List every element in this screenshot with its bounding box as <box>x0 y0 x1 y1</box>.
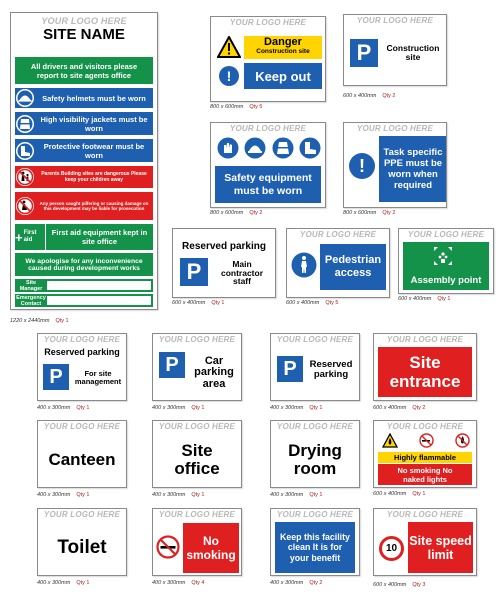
site-office-text: Site office <box>174 441 220 478</box>
reserved-parking-management-sign <box>37 333 127 401</box>
assembly-caption <box>398 296 450 302</box>
reserved-parking-sign <box>270 333 360 401</box>
parking-p-icon: P <box>43 364 69 390</box>
parking-p-icon: P <box>277 356 303 382</box>
construction-caption <box>343 93 395 99</box>
qty-label: Qty 5 <box>325 300 339 306</box>
logo-placeholder: YOUR LOGO HERE <box>356 124 434 133</box>
pedestrian-access-sign <box>286 228 390 298</box>
assembly-point-icon <box>432 245 454 267</box>
qty-label: Qty 2 <box>382 93 396 99</box>
site-office-sign <box>152 420 242 488</box>
no-smoking-icon <box>156 535 180 559</box>
site-entrance-caption <box>373 405 425 411</box>
qty-label: Qty 1 <box>437 296 451 302</box>
reserved-parking-heading: Reserved parking <box>44 347 120 357</box>
drying-room-caption <box>270 492 322 498</box>
emergency-contact-label: Emergency Contact <box>16 294 46 307</box>
qty-label: Qty 1 <box>412 491 426 497</box>
no-smoking-text: No smoking <box>183 523 239 573</box>
parents-text: Parents Building sites are dangerous Please keep your children away <box>41 171 147 183</box>
safety-equipment-text: Safety equipment must be worn <box>215 166 321 203</box>
logo-placeholder: YOUR LOGO HERE <box>386 422 464 431</box>
size-label: 1220 x 2440mm <box>10 318 50 324</box>
jackets-text: High visibility jackets must be worn <box>40 114 148 133</box>
keep-facility-clean-sign <box>270 508 360 576</box>
safety-equipment-caption <box>210 210 262 216</box>
size-label: 400 x 300mm <box>152 580 186 586</box>
site-manager-row <box>15 279 153 292</box>
helmet-icon <box>15 88 35 108</box>
car-parking-caption <box>152 405 204 411</box>
drying-room-text: Drying room <box>288 441 342 478</box>
qty-label: Qty 2 <box>382 210 396 216</box>
boot-icon <box>299 137 321 159</box>
qty-label: Qty 1 <box>211 300 225 306</box>
emergency-row <box>15 294 153 307</box>
assembly-point-text: Assembly point <box>410 275 482 286</box>
pedestrian-caption <box>286 300 338 306</box>
safety-equipment-sign <box>210 122 326 208</box>
logo-placeholder: YOUR LOGO HERE <box>276 335 354 344</box>
drying-room-sign <box>270 420 360 488</box>
qty-label: Qty 4 <box>191 580 205 586</box>
qty-label: Qty 1 <box>191 405 205 411</box>
size-label: 600 x 400mm <box>373 582 407 588</box>
jackets-row <box>15 112 153 135</box>
site-manager-field <box>47 281 151 290</box>
helmet-icon <box>244 137 266 159</box>
site-speed-limit-sign <box>373 508 477 576</box>
size-label: 400 x 300mm <box>152 405 186 411</box>
parents-row <box>15 166 153 188</box>
qty-label: Qty 5 <box>249 104 263 110</box>
helmets-text: Safety helmets must be worn <box>42 93 146 103</box>
construction-site-sign <box>343 14 447 86</box>
size-label: 600 x 400mm <box>286 300 320 306</box>
first-aid-label: First aid <box>23 230 37 243</box>
assembly-panel <box>403 242 489 290</box>
speed-limit-roundel-icon <box>379 536 404 561</box>
drivers-notice: All drivers and visitors please report to site agents office <box>15 57 153 84</box>
qty-label: Qty 1 <box>55 318 69 324</box>
canteen-text: Canteen <box>48 450 116 470</box>
first-aid-text: First aid equipment kept in site office <box>51 228 148 246</box>
ppe-text: Task specific PPE must be worn when required <box>379 136 447 202</box>
exclaim-glyph: ! <box>226 68 232 84</box>
danger-sub: Construction site <box>256 48 310 55</box>
qty-label: Qty 1 <box>191 492 205 498</box>
toilet-text: Toilet <box>57 537 107 559</box>
logo-placeholder: YOUR LOGO HERE <box>43 335 121 344</box>
qty-label: Qty 3 <box>412 582 426 588</box>
size-label: 800 x 600mm <box>210 104 244 110</box>
exclaim-glyph: ! <box>359 155 365 176</box>
qty-label: Qty 1 <box>309 405 323 411</box>
canteen-caption <box>37 492 89 498</box>
size-label: 600 x 400mm <box>343 93 377 99</box>
qty-label: Qty 1 <box>309 492 323 498</box>
main-contractor-text: Main contractor staff <box>220 258 264 287</box>
flammable-triangle-icon <box>382 433 398 448</box>
site-name-title: SITE NAME <box>43 26 125 43</box>
size-label: 600 x 400mm <box>373 405 407 411</box>
helmets-row <box>15 88 153 108</box>
emergency-contact-field <box>47 296 151 305</box>
size-label: 800 x 600mm <box>343 210 377 216</box>
site-manager-label: Site Manager <box>19 279 43 292</box>
pilfering-row <box>15 192 153 220</box>
site-entrance-sign <box>373 333 477 401</box>
mandatory-exclaim-icon <box>349 153 375 179</box>
logo-placeholder: YOUR LOGO HERE <box>158 510 236 519</box>
logo-placeholder: YOUR LOGO HERE <box>229 124 307 133</box>
size-label: 400 x 300mm <box>37 492 71 498</box>
ppe-caption <box>343 210 395 216</box>
reserved-main-caption <box>172 300 224 306</box>
highly-flammable-heading: Highly flammable <box>378 452 472 463</box>
keep-out-text: Keep out <box>244 63 322 89</box>
pilfering-text: Any person caught pilfering or causing damage on this development may be liable for prosecution <box>39 200 149 211</box>
site-management-text: For site management <box>74 369 122 386</box>
toilet-sign <box>37 508 127 576</box>
highly-flammable-sign <box>373 420 477 488</box>
car-parking-area-text: Car parking area <box>194 354 234 390</box>
children-warning-icon <box>15 167 35 187</box>
site-board-caption <box>10 318 69 324</box>
parking-p-icon: P <box>350 39 378 67</box>
footwear-text: Protective footwear must be worn <box>43 141 145 160</box>
size-label: 400 x 300mm <box>270 580 304 586</box>
logo-placeholder: YOUR LOGO HERE <box>158 422 236 431</box>
site-office-caption <box>152 492 204 498</box>
boot-icon <box>15 141 35 161</box>
qty-label: Qty 1 <box>76 405 90 411</box>
no-smoking-icon <box>419 433 434 448</box>
logo-placeholder: YOUR LOGO HERE <box>276 422 354 431</box>
logo-placeholder: YOUR LOGO HERE <box>356 16 434 25</box>
pedestrian-icon <box>291 252 317 278</box>
flammable-icon-row <box>382 433 470 449</box>
logo-placeholder: YOUR LOGO HERE <box>276 510 354 519</box>
logo-placeholder: YOUR LOGO HERE <box>43 422 121 431</box>
logo-placeholder: YOUR LOGO HERE <box>41 16 127 26</box>
no-smoking-naked-lights-text: No smoking No naked lights <box>378 464 472 485</box>
site-entrance-text: Site entrance <box>378 347 472 397</box>
site-speed-limit-text: Site speed limit <box>408 522 473 573</box>
hi-vis-jacket-icon <box>15 114 35 134</box>
qty-label: Qty 1 <box>76 492 90 498</box>
size-label: 400 x 300mm <box>37 580 71 586</box>
hi-vis-jacket-icon <box>272 137 294 159</box>
no-smoking-sign <box>152 508 242 576</box>
pedestrian-access-text: Pedestrian access <box>320 244 386 290</box>
parking-p-icon: P <box>180 258 208 286</box>
first-aid-cross-icon: + <box>15 229 23 245</box>
parking-p-icon: P <box>159 352 185 378</box>
size-label: 600 x 400mm <box>373 491 407 497</box>
task-specific-ppe-sign <box>343 122 447 208</box>
car-parking-area-sign <box>152 333 242 401</box>
qty-label: Qty 2 <box>249 210 263 216</box>
size-label: 400 x 300mm <box>37 405 71 411</box>
logo-placeholder: YOUR LOGO HERE <box>43 510 121 519</box>
first-aid-row <box>15 224 153 250</box>
speed-limit-caption <box>373 582 425 588</box>
size-label: 600 x 400mm <box>172 300 206 306</box>
assembly-point-sign <box>398 228 494 294</box>
qty-label: Qty 1 <box>76 580 90 586</box>
site-name-board <box>10 12 158 310</box>
logo-placeholder: YOUR LOGO HERE <box>386 510 464 519</box>
size-label: 400 x 300mm <box>152 492 186 498</box>
no-smoking-caption <box>152 580 204 586</box>
construction-site-text: Construction site <box>386 43 440 62</box>
ppe-icon-row <box>217 137 321 161</box>
qty-label: Qty 2 <box>309 580 323 586</box>
reserved-mgmt-caption <box>37 405 89 411</box>
logo-placeholder: YOUR LOGO HERE <box>299 230 377 239</box>
danger-caption <box>210 104 262 110</box>
logo-placeholder: YOUR LOGO HERE <box>158 335 236 344</box>
size-label: 400 x 300mm <box>270 405 304 411</box>
mandatory-exclaim-icon <box>219 66 239 86</box>
footwear-row <box>15 139 153 162</box>
reserved-parking-text: Reserved parking <box>309 359 353 380</box>
size-label: 400 x 300mm <box>270 492 304 498</box>
size-label: 800 x 600mm <box>210 210 244 216</box>
facility-clean-text: Keep this facility clean It is for your benefit <box>275 522 355 573</box>
gloves-icon <box>217 137 239 159</box>
speed-limit-number: 10 <box>385 543 398 554</box>
no-damage-icon <box>15 196 35 216</box>
canteen-sign <box>37 420 127 488</box>
toilet-caption <box>37 580 89 586</box>
qty-label: Qty 2 <box>412 405 426 411</box>
no-naked-flame-icon <box>455 433 470 448</box>
logo-placeholder: YOUR LOGO HERE <box>229 18 307 27</box>
first-aid-label-block <box>15 224 46 250</box>
size-label: 600 x 400mm <box>398 296 432 302</box>
facility-clean-caption <box>270 580 322 586</box>
reserved-parking-heading: Reserved parking <box>182 241 266 252</box>
flammable-caption <box>373 491 425 497</box>
warning-triangle-icon <box>217 36 241 58</box>
logo-placeholder: YOUR LOGO HERE <box>386 335 464 344</box>
reserved-parking-caption <box>270 405 322 411</box>
reserved-parking-contractor-sign <box>172 228 276 298</box>
danger-keep-out-sign <box>210 16 326 102</box>
danger-word: Danger <box>264 36 302 48</box>
logo-placeholder: YOUR LOGO HERE <box>407 230 485 239</box>
apology-notice: We apologise for any inconvenience caused during development works <box>15 253 153 276</box>
danger-header <box>244 36 322 59</box>
